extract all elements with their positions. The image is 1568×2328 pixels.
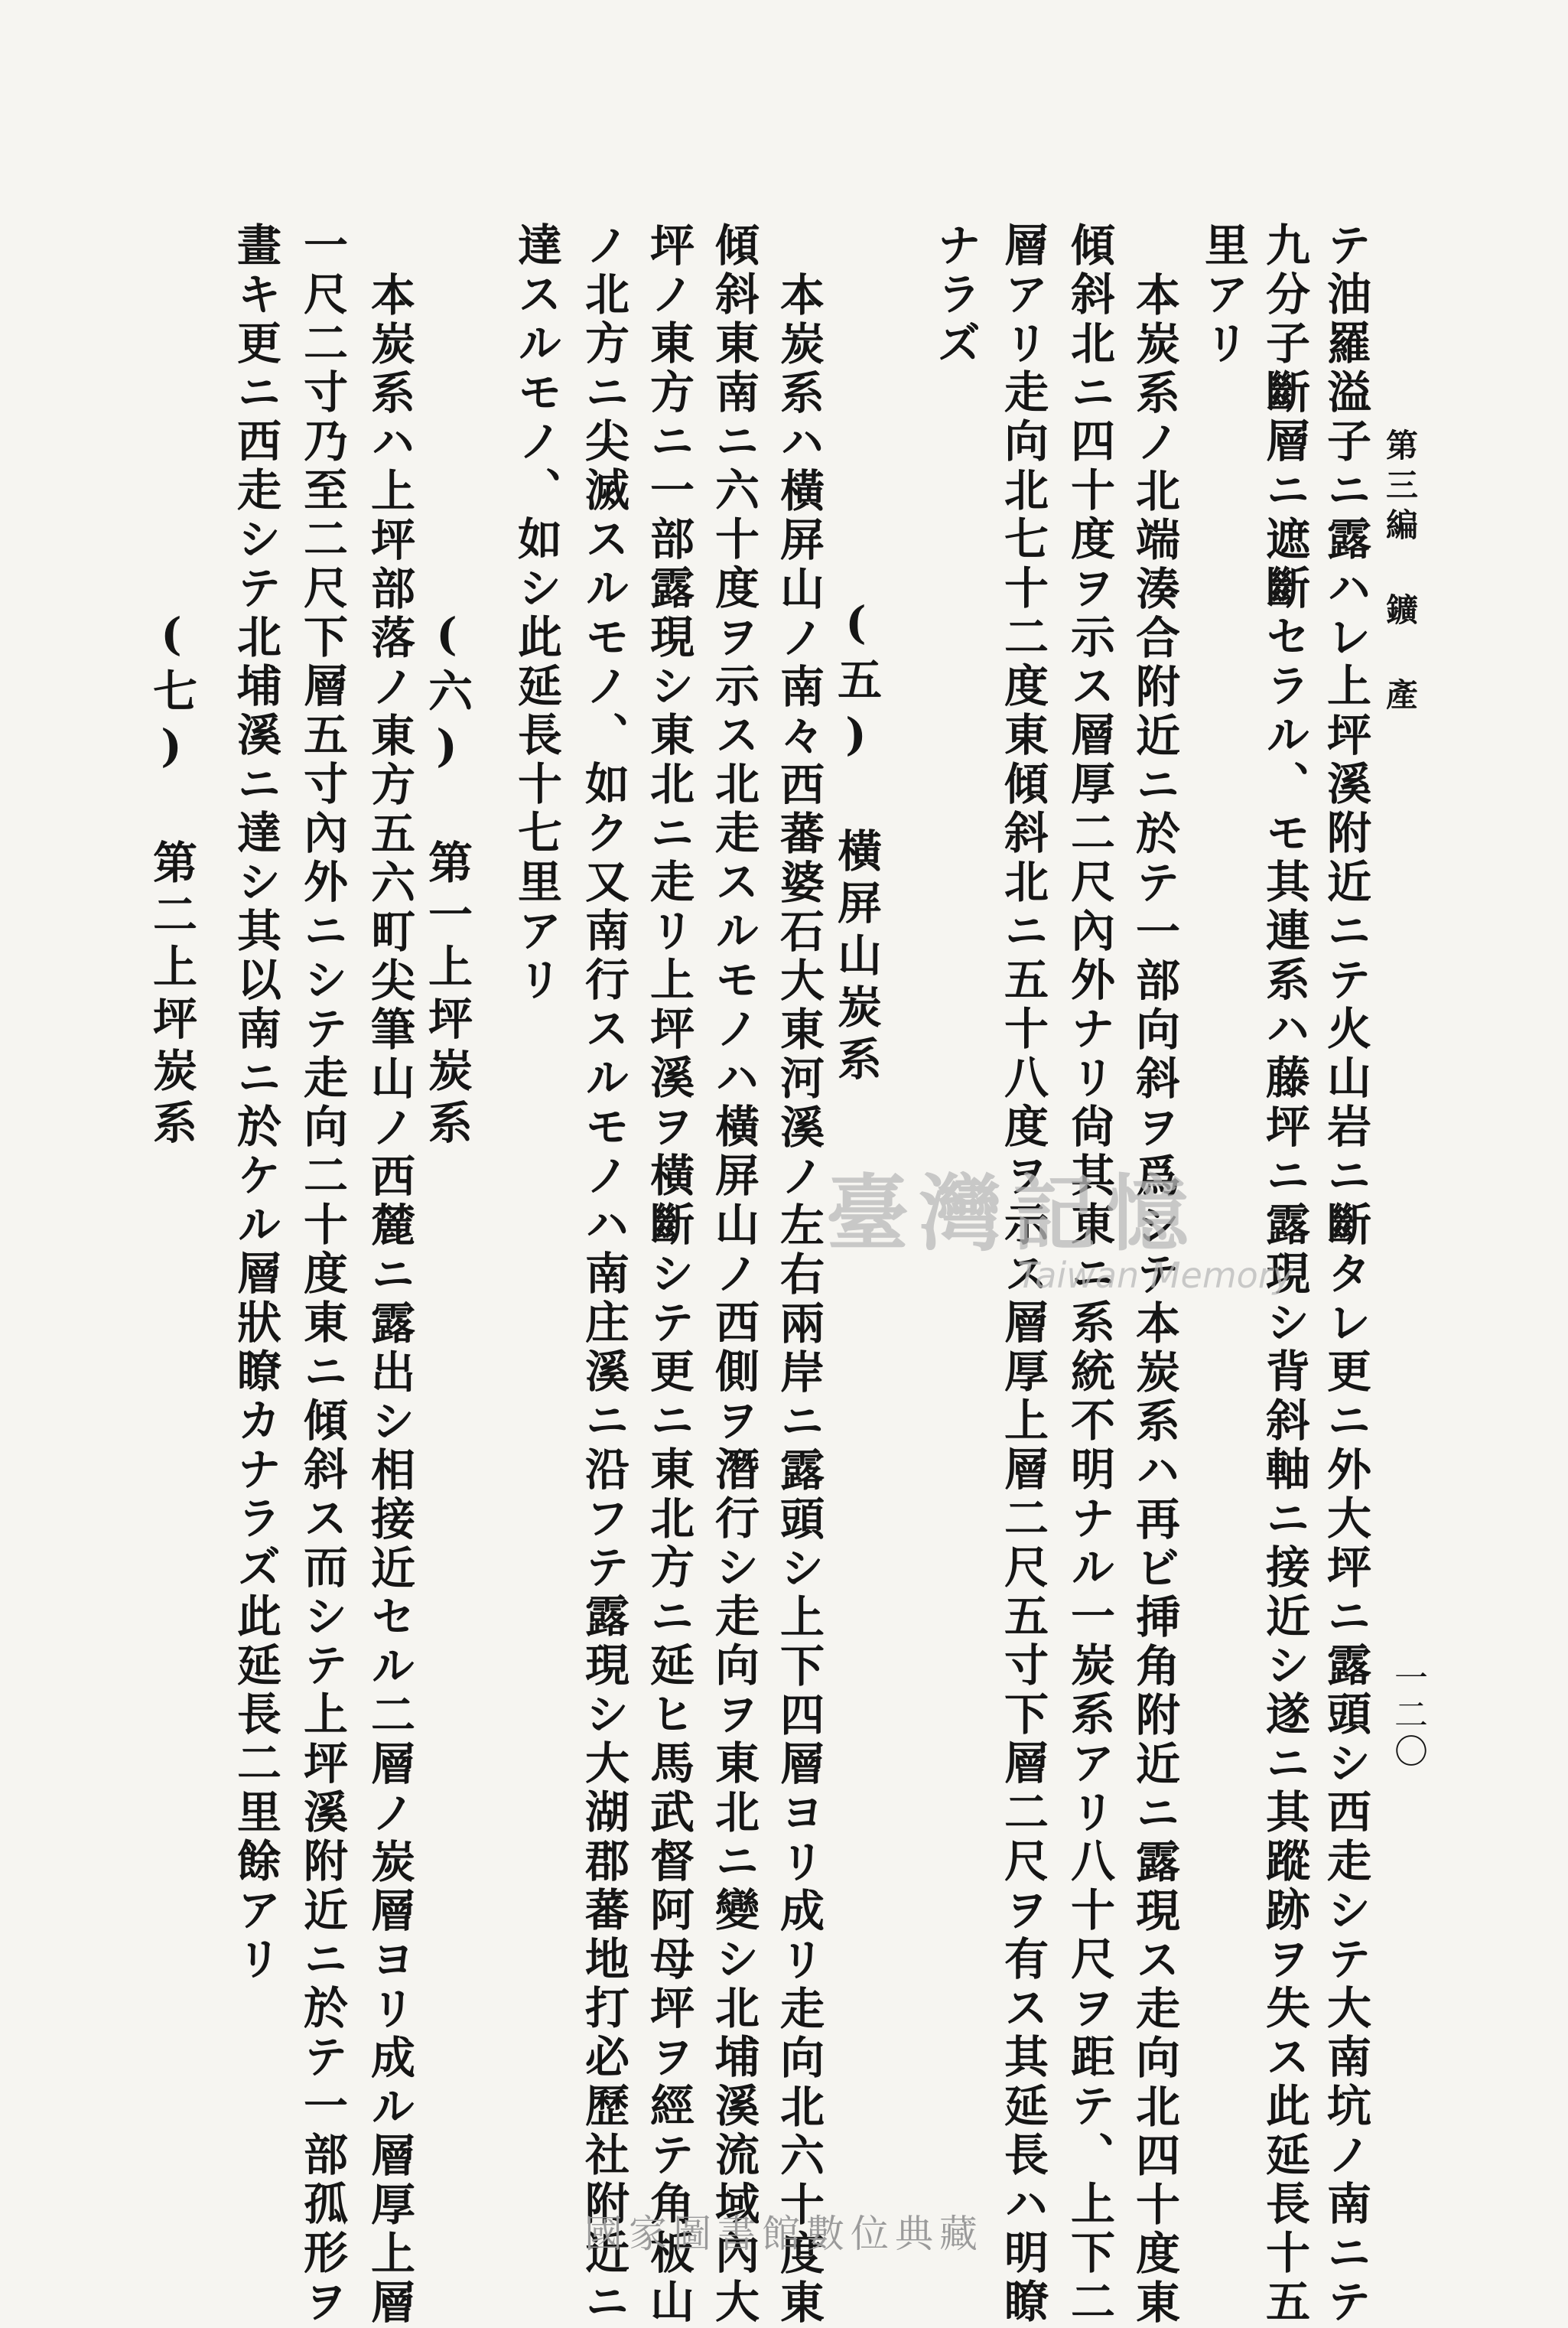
text-column: 里アリ: [1197, 222, 1249, 369]
text-column: ノ北方ニ尖滅スルモノ、如ク又南行スルモノハ南庄溪ニ沿フテ露現シ大湖郡蕃地打必歷社附近ニ: [577, 222, 629, 2327]
text-column: 傾斜東南ニ六十度ヲ示ス北走スルモノハ橫屏山ノ西側ヲ潛行シ走向ヲ東北ニ變シ北埔溪流域內大: [708, 222, 760, 2327]
text-column: テ油羅溢子ニ露ハレ上坪溪附近ニテ火山岩ニ斷タレ更ニ外大坪ニ露頭シ西走シテ大南坑ノ南ニテ: [1319, 222, 1371, 2327]
watermark: [826, 1148, 1316, 1316]
text-column: 傾斜北ニ四十度ヲ示ス層厚二尺內外ナリ尙其東ニ系統不明ナル一炭系アリ八十尺ヲ距テ、上下二: [1063, 222, 1115, 2327]
watermark-subtitle: Taiwan Memory: [1017, 1255, 1293, 1296]
section-heading: (六) 第一上坪炭系: [421, 608, 473, 1151]
page-number: 一二〇: [1388, 1660, 1427, 1770]
text-column: 本炭系ハ上坪部落ノ東方五六町尖筆山ノ西麓ニ露出シ相接近セル二層ノ炭層ヨリ成ル層厚上層: [363, 272, 415, 2328]
running-head: 第三編 鑛 產: [1381, 428, 1419, 718]
text-column: 一尺二寸乃至二尺下層五寸內外ニシテ走向二十度東ニ傾斜ス而シテ上坪溪附近ニ於テ一部孤形ヲ: [296, 222, 348, 2327]
text-column: 本炭系ハ橫屏山ノ南々西蕃婆石大東河溪ノ左右兩岸ニ露頭シ上下四層ヨリ成リ走向北六十度東: [773, 272, 825, 2328]
text-column: 層アリ走向北七十二度東傾斜北ニ五十八度ヲ示ス層厚上層二尺五寸下層二尺ヲ有ス其延長ハ明瞭: [997, 222, 1049, 2327]
text-column: 畫キ更ニ西走シテ北埔溪ニ達シ其以南ニ於ケル層狀瞭カナラズ此延長二里餘アリ: [229, 222, 281, 1984]
section-heading: (七) 第二上坪炭系: [145, 608, 197, 1151]
section-heading: (五) 橫屏山炭系: [830, 597, 882, 1088]
text-column: 本炭系ノ北端湊合附近ニ於テ一部向斜ヲ爲シテ本炭系ハ再ビ挿角附近ニ露現ス走向北四十度東: [1128, 272, 1180, 2328]
collection-mark: 國家圖書館數位典藏: [584, 2212, 984, 2256]
watermark-title: 臺灣記憶: [826, 1166, 1200, 1262]
text-column: 九分子斷層ニ遮斷セラル、モ其連系ハ藤坪ニ露現シ背斜軸ニ接近シ遂ニ其蹤跡ヲ失ス此延長十五: [1258, 222, 1310, 2327]
text-column: 達スルモノ、如シ此延長十七里アリ: [510, 222, 562, 1005]
text-column: ナラズ: [929, 222, 981, 369]
text-column: 坪ノ東方ニ一部露現シ東北ニ走リ上坪溪ヲ橫斷シテ更ニ東北方ニ延ヒ馬武督阿母坪ヲ經テ角板山: [642, 222, 695, 2327]
